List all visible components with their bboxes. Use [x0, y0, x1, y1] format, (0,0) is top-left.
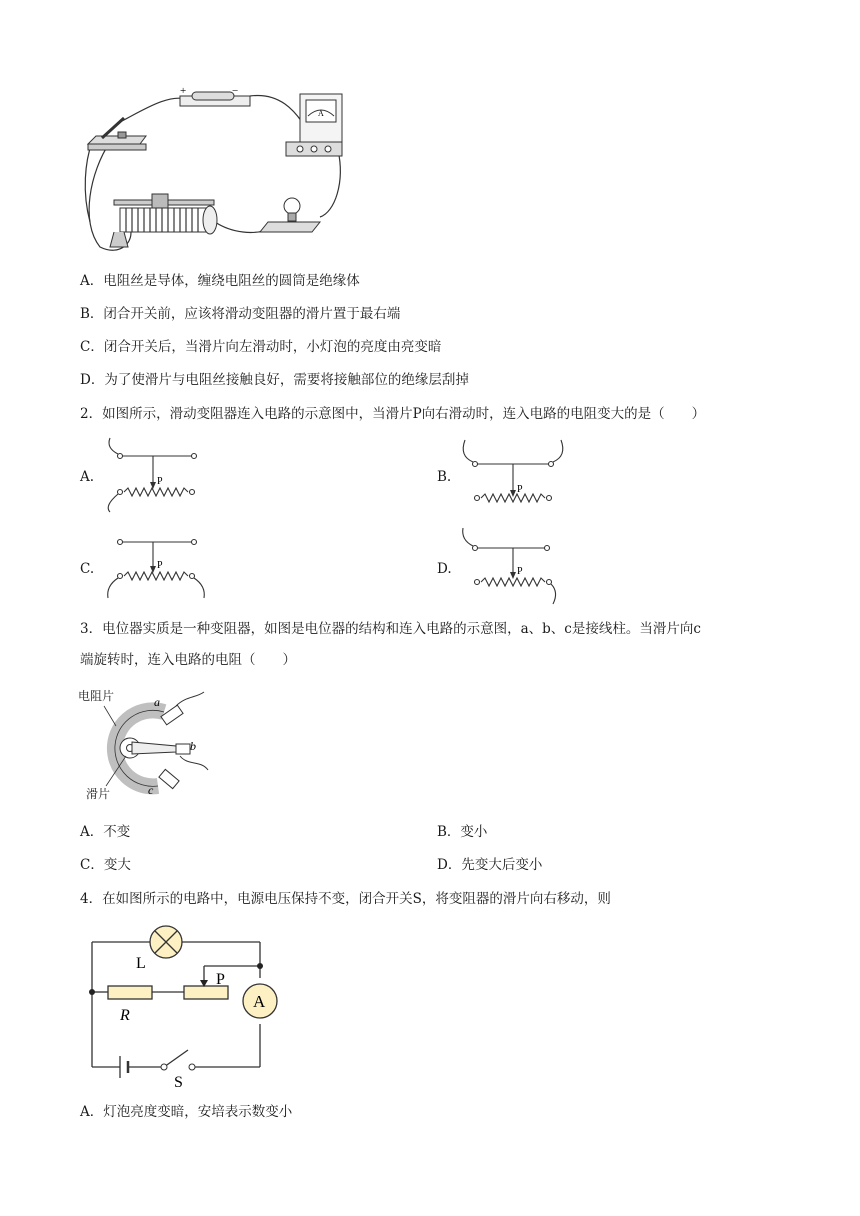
- q1-option-d: D．为了使滑片与电阻丝接触良好，需要将接触部位的绝缘层刮掉: [80, 372, 469, 388]
- svg-text:P: P: [517, 484, 523, 495]
- q1-option-a: A．电阻丝是导体，缠绕电阻丝的圆筒是绝缘体: [80, 273, 360, 289]
- svg-text:P: P: [517, 566, 523, 577]
- switch-icon: [161, 1064, 195, 1090]
- q3-stem-line1: 3．电位器实质是一种变阻器，如图是电位器的结构和连入电路的示意图，a、b、c是接线柱。当滑片向c: [80, 621, 701, 637]
- q1-circuit-figure: [80, 82, 370, 262]
- q2-stem: 2．如图所示，滑动变阻器连入电路的示意图中，当滑片P向右滑动时，连入电路的电阻变大的是（ ）: [80, 406, 706, 422]
- q3-potentiometer-figure: [76, 686, 216, 806]
- terminal-b: [176, 739, 208, 770]
- q3-stem-line2: 端旋转时，连入电路的电阻（ ）: [80, 652, 296, 668]
- svg-text:−: −: [232, 85, 239, 97]
- svg-text:P: P: [157, 560, 163, 571]
- battery-icon: [180, 85, 250, 106]
- resistor-icon: [108, 986, 152, 1024]
- svg-text:P: P: [216, 971, 225, 988]
- svg-text:A: A: [253, 992, 266, 1011]
- q2-label-d: D.: [437, 561, 452, 577]
- svg-text:A: A: [318, 109, 324, 118]
- q3-option-b: B．变小: [437, 824, 488, 840]
- svg-text:L: L: [136, 955, 146, 972]
- ammeter-icon: [243, 984, 277, 1018]
- svg-text:滑片: 滑片: [86, 787, 111, 801]
- terminal-c: [148, 769, 179, 797]
- q1-option-c: C．闭合开关后，当滑片向左滑动时，小灯泡的亮度由亮变暗: [80, 339, 442, 355]
- q3-option-c: C．变大: [80, 857, 131, 873]
- q2-diagram-a: [98, 436, 208, 516]
- svg-text:R: R: [120, 1007, 130, 1024]
- svg-text:+: +: [180, 85, 187, 97]
- q1-option-b: B．闭合开关前，应该将滑动变阻器的滑片置于最右端: [80, 306, 401, 322]
- svg-text:P: P: [157, 476, 163, 487]
- svg-text:S: S: [174, 1074, 183, 1090]
- svg-text:电阻片: 电阻片: [78, 689, 115, 703]
- q4-option-a: A．灯泡亮度变暗，安培表示数变小: [80, 1104, 293, 1120]
- q4-stem: 4．在如图所示的电路中，电源电压保持不变，闭合开关S，将变阻器的滑片向右移动，则: [80, 891, 611, 907]
- q2-diagram-c: [98, 528, 218, 608]
- q2-label-b: B.: [437, 469, 452, 485]
- ammeter-icon: [286, 94, 342, 156]
- q4-circuit-figure: [84, 920, 284, 1090]
- q3-option-d: D．先变大后变小: [437, 857, 543, 873]
- lamp-icon: [136, 926, 182, 972]
- rheostat-icon: [184, 971, 228, 999]
- q2-diagram-b: [455, 436, 575, 516]
- svg-text:b: b: [190, 739, 196, 753]
- q2-diagram-d: [455, 526, 575, 608]
- svg-text:c: c: [148, 783, 154, 797]
- q2-label-c: C.: [80, 561, 95, 577]
- battery-icon: [120, 1056, 128, 1078]
- q2-label-a: A.: [80, 469, 95, 485]
- q3-option-a: A．不变: [80, 824, 131, 840]
- knife-switch-icon: [88, 118, 146, 150]
- bulb-icon: [260, 198, 320, 232]
- svg-text:a: a: [154, 695, 160, 709]
- rheostat-icon: [110, 194, 217, 247]
